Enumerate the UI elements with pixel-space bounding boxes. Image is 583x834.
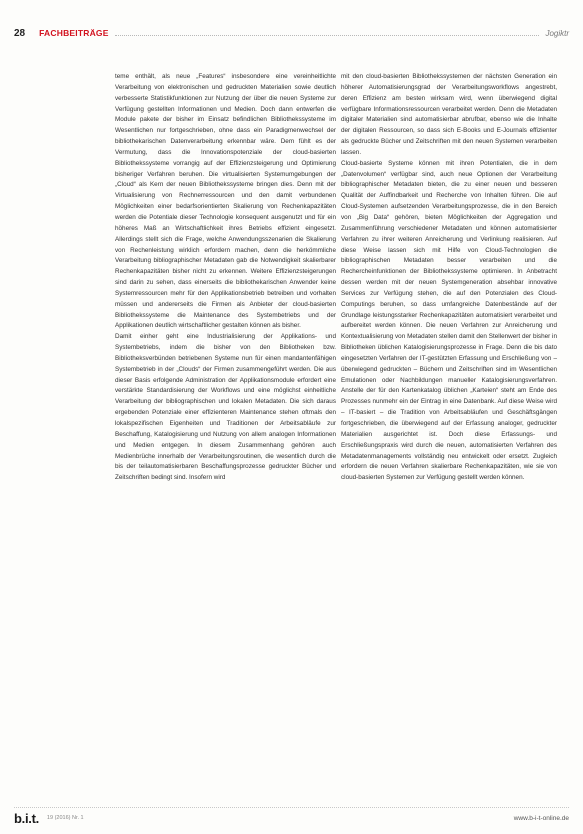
paragraph: Damit einher geht eine Industrialisierung der Applikations- und Systembetriebs, indem die bisher von den Bibliotheken bzw. Bibliotheksverbünden betriebenen Systeme nun für einen mandantenfähigen Systembetrieb in der „Clouds“ der Firmen zusammengeführt werden. Die aus dieser Basis erfolgende Administration der Applikationsmodule erfordert eine verstärkte Standardisierung der Workflows und eine möglichst einheitliche Verarbeitung der bibliographischen und lokalen Metadaten. Die sich daraus ergebenden Potenziale einer effizienteren Maintenance stehen oftmals den lokalspezifischen Eigenheiten und Traditionen der Arbeitsabläufe zur Beschaffung, Katalogisierung und Nutzung von allem analogen Informationen und Medien entgegen. In diesem Zusammenhang gehören auch Medienbrüche innerhalb der Verarbeitungsroutinen, die wesentlich durch die bis der teilautomatisierbaren Beschaffungsprozesse gedruckter Bücher und Zeitschriften bedingt sind. Insofern wird	[115, 333, 336, 482]
page-number: 28	[14, 27, 26, 39]
article-column-left	[115, 72, 336, 484]
paragraph: teme enthält, als neue „Features“ insbesondere eine vereinheitlichte Verarbeitung von elektronischen und gedruckten Materialien sowie deutlich verbesserte Statistikfunktionen zur Nutzung der über die neuen Systeme zur Verfügung gestellten Informationen und Medien. Doch dann entwerfen die Module pakete der bisher im Einsatz befindlichen Bibliothekssysteme im Wesentlichen nur fortgeschrieben, ohne dass ein Paradigmenwechsel der bibliothekarischen Datenverarbeitung erkennbar wäre. Dem fühlt es der Vermutung, dass die Innovationspotenziale der cloud-basierten Bibliothekssysteme vorrangig auf der Effizienzsteigerung und Optimierung bisheriger Verfahren beruhen. Die virtualisierten Systemumgebungen der „Cloud“ als Kern der neuen Bibliothekssysteme bringen dies. Denn mit der Virtualisierung von Rechnerressourcen und den damit verbundenen Möglichkeiten einer bedarfsorientierten Skalierung von Rechenkapazitäten werden die Potentiale dieser Technologie konsequent ausgenutzt und für ein höheres Maß an Wirtschaftlichkeit ihres Betriebs effizient eingesetzt. Allerdings stellt sich die Frage, welche Anwendungsszenarien die Skalierung von Rechenleistung wirklich erfordern machen, denn die herkömmliche Verarbeitung bibliographischer Metadaten gab die Notwendigkeit skalierbarer Rechenkapazitäten bisher nicht zu erkennen. Weitere Effizienzsteigerungen sind darin zu sehen, dass einerseits die bibliothekarischen Anwender keine Systemressourcen mehr für den Applikationsbetrieb betreiben und vorhalten müssen und andererseits die Firmen als Anbieter der cloud-basierten Bibliothekssysteme die Maintenance des Systembetriebs und der Applikationen deutlich wirtschaftlicher gestalten können als bisher.	[115, 73, 336, 330]
paragraph: Cloud-basierte Systeme können mit ihren Potentialen, die in dem „Datenvolumen“ verfügbar sind, auch neue Optionen der Verarbeitung bibliographischer Metadaten bieten, die zu einer neuen und besseren Qualität der Auffindbarkeit und Recherche von Inhalten führen. Die auf Cloud-Systemen aufsetzenden Verarbeitungsprozesse, die in den Bereich von „Big Data“ gehören, bieten Möglichkeiten der Aggregation und Zusammenführung verschiedener Metadaten und können automatisierter Verfahren zu ihrer weiteren Anreicherung und Verlinkung realisieren. Auf diese Weise lassen sich mit Hilfe von Cloud-Technologien die bibliographischen Metadaten besser verarbeiten und die Rechercheinfunktionen der Bibliothekssysteme optimieren. In Anbetracht dessen werden mit der neuen Systemgeneration absehbar innovative Services zur Verfügung stehen, die auf den Potenzialen des Cloud-Computings beruhen, so dass umfangreiche Datenbestände auf der Grundlage leistungsstarker Rechenkapazitäten automatisiert verarbeitet und aufbereitet werden können. Die neuen Verfahren zur Anreicherung und Kontextualisierung von Metadaten stellen damit den Stellenwert der bisher in Bibliotheken üblichen Katalogisierungsprozesse in Frage. Denn die bis dato eingesetzten Verfahren der IT-gestützten Erfassung und Erschließung von – überwiegend gedruckten – Büchern und Zeitschriften sind im Wesentlichen Emulationen oder Nachbildungen manueller Katalogisierungsverfahren. Anstelle der für den Kartenkatalog üblichen „Karteien“ steht am Ende des Prozesses nunmehr ein der Eintrag in eine Datenbank. Auf diese Weise wird – IT-basiert – die Tradition von Arbeitsabläufen und Geschäftsgängen fortgeschrieben, die überwiegend auf der Erfassung analoger, gedruckter Materialien ausgerichtet ist. Doch diese Erfassungs- und Erschließungspraxis wird durch die neuen, automatisierten Verfahren des Metadatenmanagements vollständig neu entwickelt oder ersetzt. Zugleich erfordern die neuen Verfahren skalierbare Rechenkapazitäten, wie sie von cloud-basierten Systemen zur Verfügung gestellt werden können.	[341, 159, 557, 482]
issue-info: 19 (2016) Nr. 1	[46, 815, 84, 821]
header-rule	[115, 35, 540, 36]
page-footer	[14, 807, 569, 825]
article-column-right	[341, 72, 557, 484]
logo-text: b.i.t.	[14, 810, 39, 826]
page-header	[14, 26, 569, 40]
section-label-right: Jogiktr	[545, 28, 569, 38]
paragraph: mit den cloud-basierten Bibliothekssystemen der nächsten Generation ein höherer Automatisierungsgrad der Verarbeitungsworkflows angestrebt, deren Effizienz am besten wirksam wird, wenn überwiegend digital verfügbare Informationsressourcen verarbeitet werden. Denn die Metadaten digitaler Materialien sind automatisierbar abrufbar, ebenso wie die Inhalte der digitalen Ressourcen, so dass sich E-Books und E-Journals effizienter als gedruckte Bücher und Zeitschriften mit den neuen Systemen verarbeiten lassen.	[341, 73, 557, 156]
section-title: FACHBEITRÄGE	[39, 28, 109, 38]
website-link[interactable]: www.b-i-t-online.de	[513, 814, 569, 822]
publication-logo	[14, 811, 39, 826]
